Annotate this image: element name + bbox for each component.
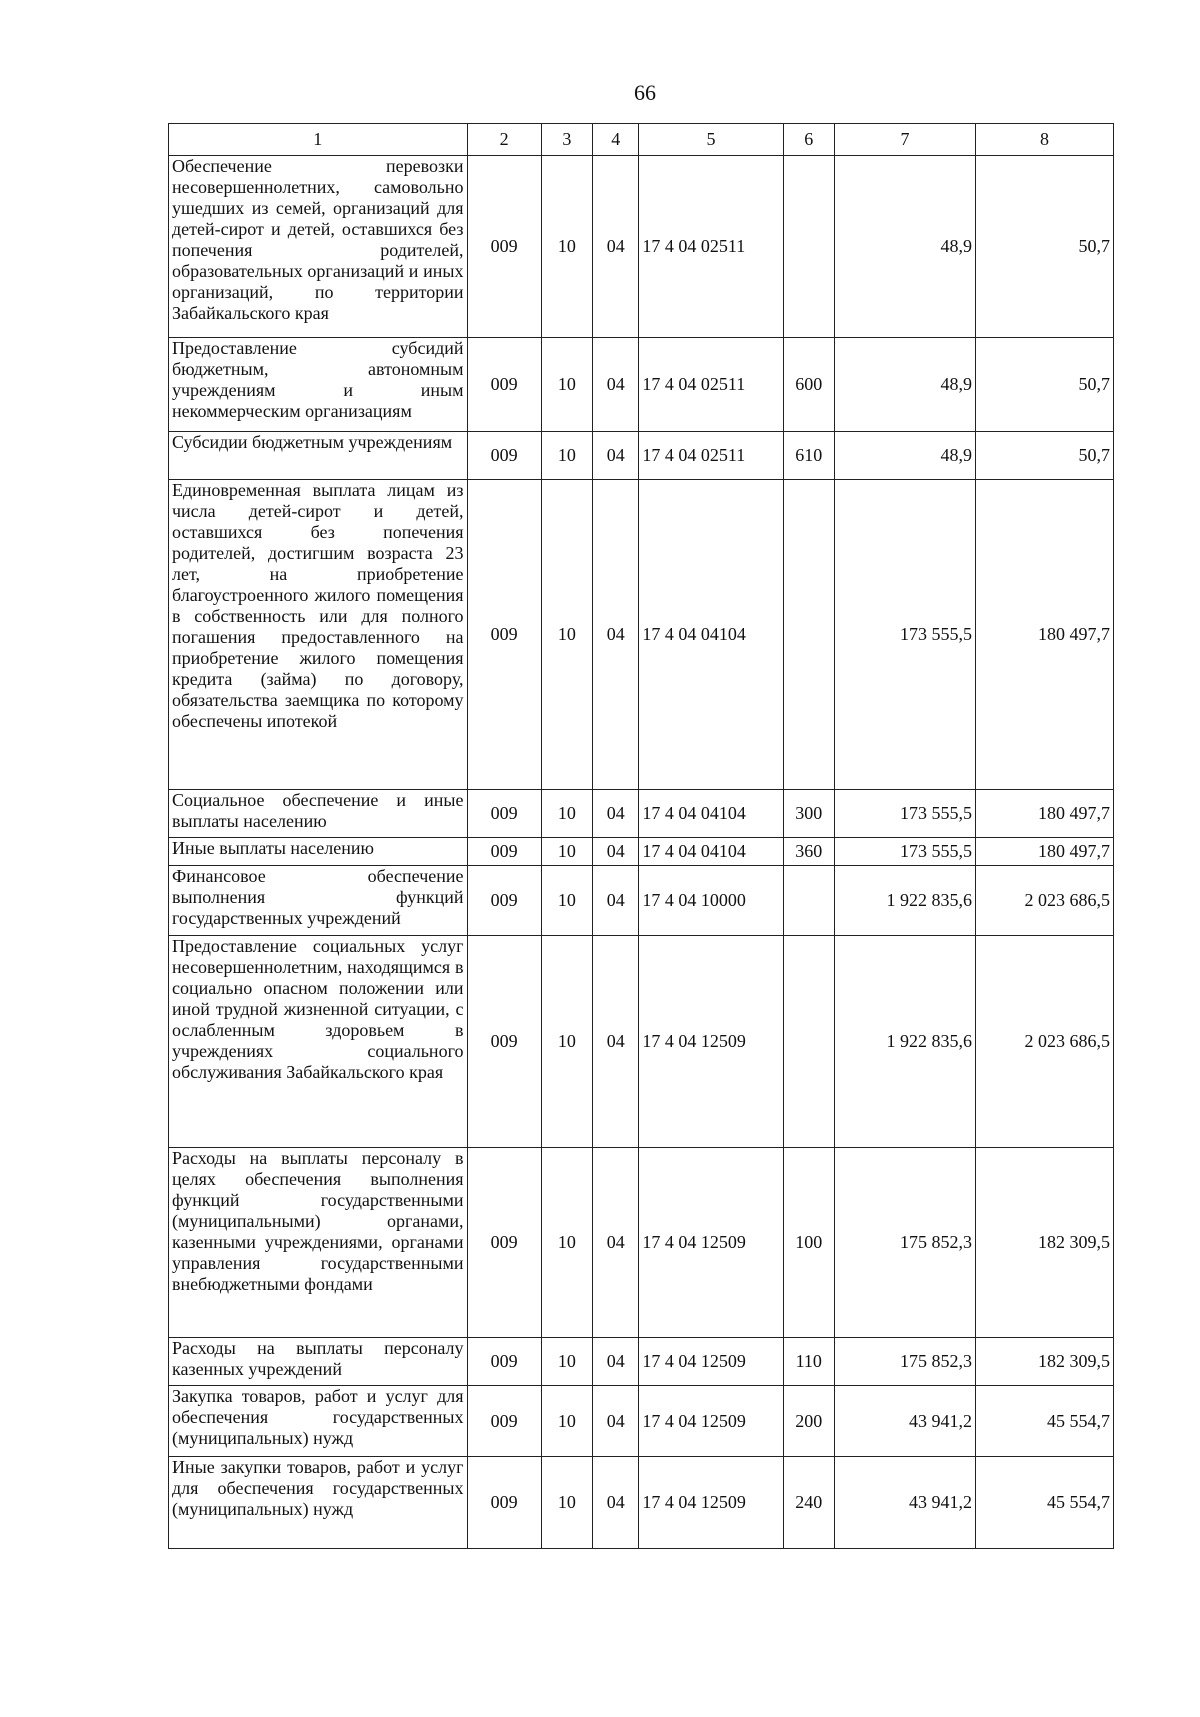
row-amount-year2: 45 554,7: [976, 1386, 1114, 1457]
row-target-code: 17 4 04 12509: [639, 936, 783, 1148]
row-grbs: 009: [467, 936, 541, 1148]
row-section: 10: [541, 936, 592, 1148]
row-grbs: 009: [467, 1338, 541, 1386]
row-name: Предоставление социальных услуг несовершеннолетним, находящимся в социально опасном положении или иной трудной жизненной ситуации, с ослабленным здоровьем в учреждениях социального обслуживания Забайкальского края: [169, 936, 468, 1148]
row-name: Обеспечение перевозки несовершеннолетних, самовольно ушедших из семей, организаций для детей-сирот и детей, оставшихся без попечения родителей, образовательных организаций и иных организаций, по территории Забайкальского края: [169, 156, 468, 338]
row-expense-type: 600: [783, 338, 834, 432]
row-name: Расходы на выплаты персоналу в целях обеспечения выполнения функций государственными (муниципальными) органами, казенными учреждениями, органами управления государственными внебюджетными фондами: [169, 1148, 468, 1338]
row-section: 10: [541, 1386, 592, 1457]
row-section: 10: [541, 1148, 592, 1338]
table-row: [169, 432, 1114, 480]
row-section: 10: [541, 480, 592, 790]
table-row: [169, 1338, 1114, 1386]
row-expense-type: 100: [783, 1148, 834, 1338]
row-target-code: 17 4 04 04104: [639, 838, 783, 866]
row-section: 10: [541, 1338, 592, 1386]
table-row: [169, 1386, 1114, 1457]
row-expense-type: 200: [783, 1386, 834, 1457]
row-amount-year2: 2 023 686,5: [976, 866, 1114, 936]
row-subsection: 04: [593, 156, 639, 338]
row-subsection: 04: [593, 1148, 639, 1338]
row-name: Финансовое обеспечение выполнения функций государственных учреждений: [169, 866, 468, 936]
row-grbs: 009: [467, 156, 541, 338]
row-subsection: 04: [593, 790, 639, 838]
row-grbs: 009: [467, 866, 541, 936]
header-cell: 8: [976, 124, 1114, 156]
header-cell: 2: [467, 124, 541, 156]
row-section: 10: [541, 838, 592, 866]
row-expense-type: 610: [783, 432, 834, 480]
table-row: [169, 1148, 1114, 1338]
row-grbs: 009: [467, 338, 541, 432]
row-subsection: 04: [593, 838, 639, 866]
row-target-code: 17 4 04 12509: [639, 1457, 783, 1549]
table-row: [169, 156, 1114, 338]
table-row: [169, 480, 1114, 790]
row-section: 10: [541, 338, 592, 432]
row-amount-year1: 173 555,5: [834, 838, 975, 866]
row-amount-year1: 175 852,3: [834, 1338, 975, 1386]
row-target-code: 17 4 04 12509: [639, 1338, 783, 1386]
row-target-code: 17 4 04 04104: [639, 480, 783, 790]
row-amount-year2: 45 554,7: [976, 1457, 1114, 1549]
row-amount-year1: 1 922 835,6: [834, 866, 975, 936]
row-amount-year1: 48,9: [834, 432, 975, 480]
row-amount-year2: 2 023 686,5: [976, 936, 1114, 1148]
row-name: Закупка товаров, работ и услуг для обеспечения государственных (муниципальных) нужд: [169, 1386, 468, 1457]
row-amount-year2: 180 497,7: [976, 480, 1114, 790]
row-grbs: 009: [467, 1386, 541, 1457]
row-amount-year1: 175 852,3: [834, 1148, 975, 1338]
header-cell: 6: [783, 124, 834, 156]
row-expense-type: [783, 156, 834, 338]
row-expense-type: 110: [783, 1338, 834, 1386]
row-section: 10: [541, 1457, 592, 1549]
row-section: 10: [541, 866, 592, 936]
row-section: 10: [541, 790, 592, 838]
budget-table: [168, 123, 1114, 1549]
row-grbs: 009: [467, 1457, 541, 1549]
row-name: Социальное обеспечение и иные выплаты населению: [169, 790, 468, 838]
row-name: Расходы на выплаты персоналу казенных учреждений: [169, 1338, 468, 1386]
row-amount-year1: 173 555,5: [834, 480, 975, 790]
row-amount-year2: 182 309,5: [976, 1148, 1114, 1338]
row-target-code: 17 4 04 04104: [639, 790, 783, 838]
row-amount-year1: 1 922 835,6: [834, 936, 975, 1148]
row-expense-type: 300: [783, 790, 834, 838]
header-row: [169, 124, 1114, 156]
row-subsection: 04: [593, 936, 639, 1148]
row-subsection: 04: [593, 1338, 639, 1386]
row-name: Предоставление субсидий бюджетным, автономным учреждениям и иным некоммерческим организациям: [169, 338, 468, 432]
row-amount-year2: 180 497,7: [976, 790, 1114, 838]
row-expense-type: [783, 480, 834, 790]
row-name: Единовременная выплата лицам из числа детей-сирот и детей, оставшихся без попечения родителей, достигшим возраста 23 лет, на приобретение благоустроенного жилого помещения в собственность или для полного погашения предоставленного на приобретение жилого помещения кредита (займа) по договору, обязательства заемщика по которому обеспечены ипотекой: [169, 480, 468, 790]
table-row: [169, 838, 1114, 866]
row-target-code: 17 4 04 02511: [639, 432, 783, 480]
row-grbs: 009: [467, 432, 541, 480]
header-cell: 1: [169, 124, 468, 156]
row-target-code: 17 4 04 10000: [639, 866, 783, 936]
row-target-code: 17 4 04 12509: [639, 1386, 783, 1457]
row-subsection: 04: [593, 338, 639, 432]
row-grbs: 009: [467, 1148, 541, 1338]
row-grbs: 009: [467, 838, 541, 866]
row-section: 10: [541, 156, 592, 338]
row-name: Иные выплаты населению: [169, 838, 468, 866]
row-subsection: 04: [593, 432, 639, 480]
row-grbs: 009: [467, 790, 541, 838]
header-cell: 5: [639, 124, 783, 156]
row-amount-year1: 173 555,5: [834, 790, 975, 838]
row-expense-type: 360: [783, 838, 834, 866]
row-amount-year1: 48,9: [834, 338, 975, 432]
row-target-code: 17 4 04 02511: [639, 338, 783, 432]
row-target-code: 17 4 04 02511: [639, 156, 783, 338]
table-row: [169, 936, 1114, 1148]
row-amount-year2: 50,7: [976, 432, 1114, 480]
table-row: [169, 866, 1114, 936]
header-cell: 4: [593, 124, 639, 156]
row-subsection: 04: [593, 866, 639, 936]
row-section: 10: [541, 432, 592, 480]
row-subsection: 04: [593, 1457, 639, 1549]
table-row: [169, 1457, 1114, 1549]
row-amount-year2: 50,7: [976, 156, 1114, 338]
row-name: Субсидии бюджетным учреждениям: [169, 432, 468, 480]
row-amount-year2: 50,7: [976, 338, 1114, 432]
header-cell: 7: [834, 124, 975, 156]
row-amount-year2: 180 497,7: [976, 838, 1114, 866]
table-row: [169, 790, 1114, 838]
row-grbs: 009: [467, 480, 541, 790]
row-target-code: 17 4 04 12509: [639, 1148, 783, 1338]
row-subsection: 04: [593, 1386, 639, 1457]
header-cell: 3: [541, 124, 592, 156]
page-number: 66: [634, 80, 656, 105]
row-amount-year2: 182 309,5: [976, 1338, 1114, 1386]
row-subsection: 04: [593, 480, 639, 790]
row-name: Иные закупки товаров, работ и услуг для обеспечения государственных (муниципальных) нужд: [169, 1457, 468, 1549]
row-expense-type: [783, 866, 834, 936]
row-amount-year1: 43 941,2: [834, 1457, 975, 1549]
row-amount-year1: 43 941,2: [834, 1386, 975, 1457]
table-row: [169, 338, 1114, 432]
row-amount-year1: 48,9: [834, 156, 975, 338]
row-expense-type: 240: [783, 1457, 834, 1549]
row-expense-type: [783, 936, 834, 1148]
